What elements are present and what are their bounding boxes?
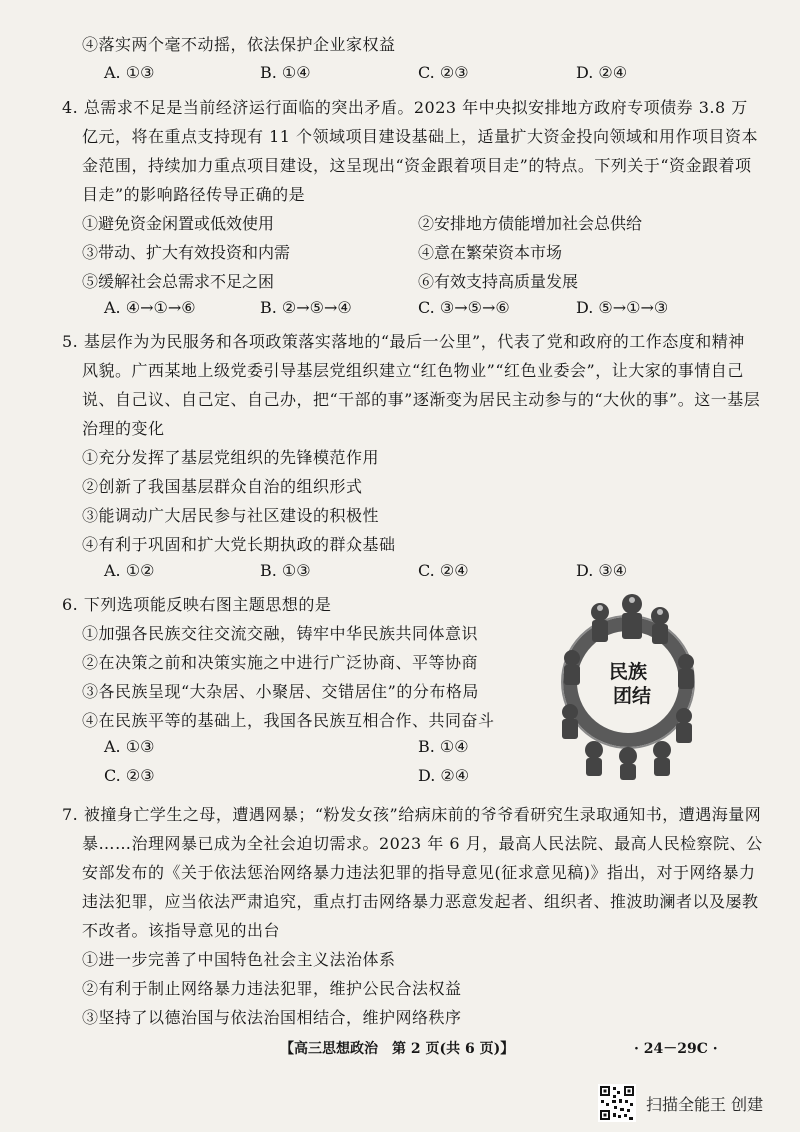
q4-items-row-1 [82,211,682,235]
q4-option-c: C. ③→⑤→⑥ [418,298,510,317]
q7-stem-line-2: 暴……治理网暴已成为全社会迫切需求。2023 年 6 月，最高人民法院、最高人民检察院、公 [82,834,763,853]
q5-option-a: A. ①② [104,561,155,580]
q4-stem-line-4: 目走”的影响路径传导正确的是 [82,185,306,204]
q5-option-c: C. ②④ [418,561,469,580]
q6-option-d: D. ②④ [418,766,470,785]
q4-items-row-3 [82,269,682,293]
q4-item-4: ④意在繁荣资本市场 [418,243,563,262]
q6-item-1: ①加强各民族交往交流交融，铸牢中华民族共同体意识 [82,624,479,643]
footer-exam-code: · 24－29C · [634,1041,718,1057]
q7-stem-line-5: 不改者。该指导意见的出台 [82,921,281,940]
q4-option-d: D. ⑤→①→③ [576,298,669,317]
wreath-text-2: 团结 [612,685,652,707]
q4-stem-line-2: 亿元，将在重点支持现有 11 个领域项目建设基础上，适量扩大资金投向领域和用作项目资本 [82,127,759,146]
q5-stem-line-4: 治理的变化 [82,419,165,438]
q5-stem-line-1: 5. 基层作为为民服务和各项政策落实落地的“最后一公里”，代表了党和政府的工作态度和精神 [62,332,745,351]
q4-item-2: ②安排地方债能增加社会总供给 [418,214,643,233]
ethnic-unity-illustration [548,582,706,782]
ethnic-unity-wreath-icon [548,582,706,782]
q7-item-3: ③坚持了以德治国与依法治国相结合，维护网络秩序 [82,1008,462,1027]
q4-stem-line-1: 4. 总需求不足是当前经济运行面临的突出矛盾。2023 年中央拟安排地方政府专项债券 3.8 万 [62,98,748,117]
q5-item-2: ②创新了我国基层群众自治的组织形式 [82,477,363,496]
q7-stem-line-3: 安部发布的《关于依法惩治网络暴力违法犯罪的指导意见(征求意见稿)》指出，对于网络暴力 [82,863,756,882]
qr-code-icon [598,1084,636,1122]
q3-options [104,63,664,87]
q7-item-1: ①进一步完善了中国特色社会主义法治体系 [82,950,396,969]
q4-options [104,298,669,322]
q6-stem: 6. 下列选项能反映右图主题思想的是 [62,595,332,614]
q6-item-4: ④在民族平等的基础上，我国各民族互相合作、共同奋斗 [82,711,495,730]
q4-items-row-2 [82,240,682,264]
q6-item-2: ②在决策之前和决策实施之中进行广泛协商、平等协商 [82,653,479,672]
q6-option-c: C. ②③ [104,766,155,785]
q3-option-b: B. ①④ [260,63,311,82]
q5-stem-line-2: 风貌。广西某地上级党委引导基层党组织建立“红色物业”“红色业委会”，让大家的事情自己 [82,361,744,380]
q6-option-a: A. ①③ [104,737,155,756]
wreath-text-1: 民族 [608,661,648,683]
q5-item-3: ③能调动广大居民参与社区建设的积极性 [82,506,380,525]
q3-item-4: ④落实两个毫不动摇，依法保护企业家权益 [82,35,396,54]
scanner-watermark [598,1084,788,1124]
q7-stem-line-1: 7. 被撞身亡学生之母，遭遇网暴；“粉发女孩”给病床前的爷爷看研究生录取通知书，遭遇海量网 [62,805,762,824]
q7-item-2: ②有利于制止网络暴力违法犯罪，维护公民合法权益 [82,979,462,998]
q7-stem-line-4: 违法犯罪，应当依法严肃追究，重点打击网络暴力恶意发起者、组织者、推波助澜者以及屡教 [82,892,759,911]
q4-option-a: A. ④→①→⑥ [104,298,196,317]
footer-page-info: 【高三思想政治 第 2 页(共 6 页)】 [280,1041,515,1057]
page-footer [0,1038,800,1062]
q5-stem-line-3: 说、自己议、自己定、自己办，把“干部的事”逐渐变为居民主动参与的“大伙的事”。这一基层 [82,390,761,409]
q5-option-b: B. ①③ [260,561,311,580]
q4-item-3: ③带动、扩大有效投资和内需 [82,243,291,262]
q6-item-3: ③各民族呈现“大杂居、小聚居、交错居住”的分布格局 [82,682,479,701]
q3-option-c: C. ②③ [418,63,469,82]
q4-item-5: ⑤缓解社会总需求不足之困 [82,272,275,291]
q4-item-1: ①避免资金闲置或低效使用 [82,214,275,233]
q4-stem-line-3: 金范围，持续加力重点项目建设，这呈现出“资金跟着项目走”的特点。下列关于“资金跟着项 [82,156,752,175]
q5-item-1: ①充分发挥了基层党组织的先锋模范作用 [82,448,380,467]
q3-option-a: A. ①③ [104,63,155,82]
q5-option-d: D. ③④ [576,561,628,580]
q5-item-4: ④有利于巩固和扩大党长期执政的群众基础 [82,535,396,554]
q6-option-b: B. ①④ [418,737,469,756]
watermark-text: 扫描全能王 创建 [646,1095,764,1114]
q3-option-d: D. ②④ [576,63,628,82]
q4-item-6: ⑥有效支持高质量发展 [418,272,579,291]
q4-option-b: B. ②→⑤→④ [260,298,352,317]
